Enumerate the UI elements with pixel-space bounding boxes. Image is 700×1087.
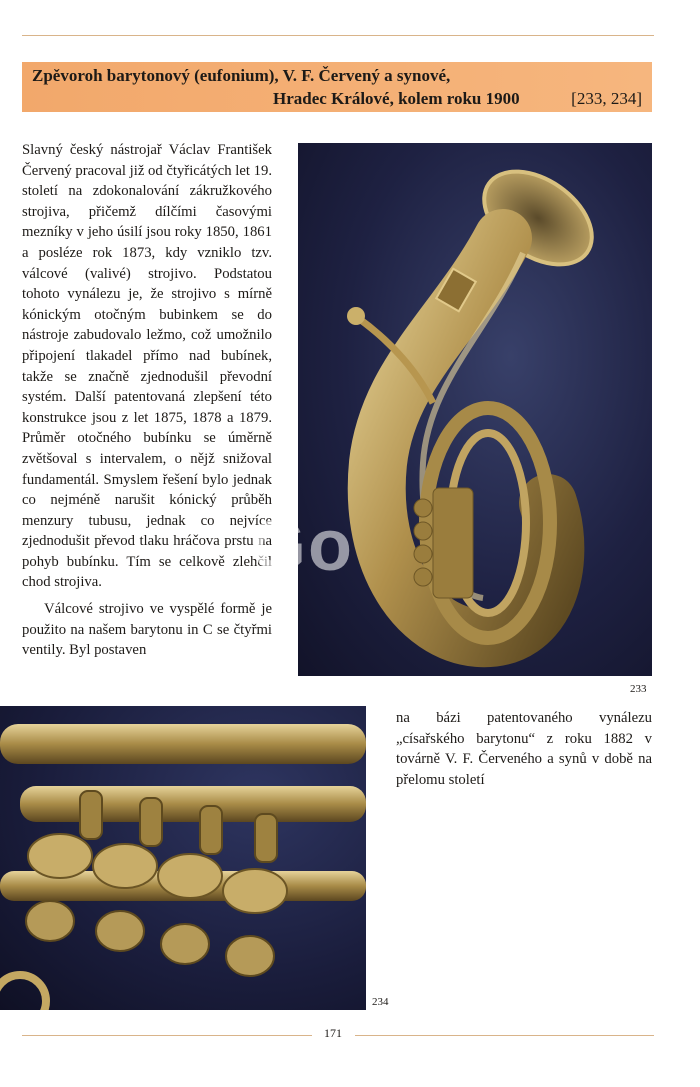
- bottom-rule-right: [355, 1035, 654, 1036]
- title-band: [22, 62, 652, 112]
- paragraph-1: Slavný český nástrojař Václav František Červený pracoval již od čtyřicátých let 19. století na zdokonalování zákružkového strojiva, přičemž dílčími časovými mezníky v jeho úsilí jsou roky 1850, 1861 a posléze rok 1873, kdy vzniklo tzv. válcové (valivé) strojivo. Podstatou tohoto vynálezu je, že strojivo s mírně kónickým otočným bubinkem se do nástroje zabudovalo ležmo, což umožnilo připojení tlakadel přímo nad bubínek, takže se značně zjednodušil převodní systém. Další patentovaná zlepšení této konstrukce jsou z let 1875, 1878 a 1879. Průměr otočného bubínku se úměrně zvětšoval s intervalem, o nějž snižoval fundamentál. Smyslem řešení bylo jednak co nejméně narušit kónický průběh menzury tubusu, jednak co nejvíce zjednodušit převod tlaku hráčova prstu na pohyb bubínku. Tím se celkově zlehčil chod strojiva.: [22, 142, 272, 591]
- figure-234-label: 234: [372, 996, 389, 1008]
- figure-233-label: 233: [630, 683, 647, 695]
- baritone-photo: [298, 143, 652, 676]
- valves-illustration: [0, 706, 366, 1010]
- paragraph-2: Válcové strojivo ve vyspělé formě je použito na našem barytonu in C se čtyřmi ventily. Byl postaven: [22, 601, 272, 659]
- baritone-illustration: [298, 143, 652, 676]
- title-line-1: Zpěvoroh barytonový (eufonium), V. F. Červený a synové,: [32, 66, 451, 85]
- figure-references: [233, 234]: [571, 89, 642, 108]
- top-rule: [22, 35, 654, 36]
- valve-detail-photo: [0, 706, 366, 1010]
- title-line-2: Hradec Králové, kolem roku 1900: [273, 89, 520, 108]
- page-number: 171: [324, 1026, 342, 1040]
- watermark: Go: [250, 506, 354, 586]
- body-text-column: [22, 140, 272, 661]
- bottom-rule-left: [22, 1035, 312, 1036]
- continuation-text: na bázi patentovaného vynálezu „císařského barytonu“ z roku 1882 v továrně V. F. Červeného a synů v době na přelomu století: [396, 710, 652, 788]
